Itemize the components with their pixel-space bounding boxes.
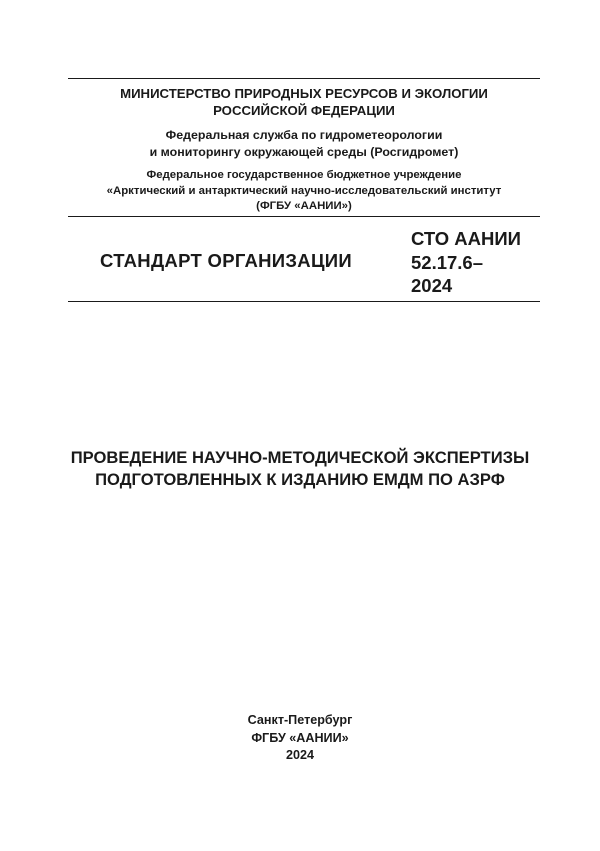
institute-line-2: «Арктический и антарктический научно-исследовательский институт bbox=[106, 184, 502, 197]
ministry-line-2: РОССИЙСКОЙ ФЕДЕРАЦИИ bbox=[213, 103, 395, 118]
imprint-city: Санкт-Петербург bbox=[247, 713, 353, 727]
middle-rule bbox=[68, 216, 540, 217]
imprint-publisher: ФГБУ «ААНИИ» bbox=[251, 730, 349, 745]
imprint bbox=[200, 712, 400, 765]
document-title-line-2: ПОДГОТОВЛЕННЫХ К ИЗДАНИЮ ЕМДМ ПО АЗРФ bbox=[95, 469, 505, 489]
institute-line-1: Федеральное государственное бюджетное учреждение bbox=[146, 169, 462, 181]
imprint-year: 2024 bbox=[285, 748, 315, 762]
ministry-line-1: МИНИСТЕРСТВО ПРИРОДНЫХ РЕСУРСОВ И ЭКОЛОГИИ bbox=[120, 86, 488, 101]
standard-code-line-2: 52.17.6– bbox=[411, 251, 484, 273]
institute-line-3: (ФГБУ «ААНИИ») bbox=[256, 200, 352, 212]
standard-code-line-3: 2024 bbox=[411, 275, 453, 296]
bottom-rule bbox=[68, 301, 540, 302]
standard-code-line-1: СТО ААНИИ bbox=[411, 228, 521, 249]
document-title bbox=[30, 447, 570, 490]
standard-label: СТАНДАРТ ОРГАНИЗАЦИИ bbox=[100, 250, 352, 271]
document-title-line-1: ПРОВЕДЕНИЕ НАУЧНО-МЕТОДИЧЕСКОЙ ЭКСПЕРТИЗЫ bbox=[70, 448, 530, 467]
service-line-1: Федеральная служба по гидрометеорологии bbox=[165, 128, 443, 142]
institute-heading bbox=[68, 168, 540, 215]
top-rule bbox=[68, 78, 540, 79]
service-line-2: и мониторингу окружающей среды (Росгидромет) bbox=[149, 144, 459, 159]
standard-code bbox=[411, 227, 521, 298]
service-heading bbox=[68, 127, 540, 160]
ministry-heading bbox=[68, 85, 540, 119]
